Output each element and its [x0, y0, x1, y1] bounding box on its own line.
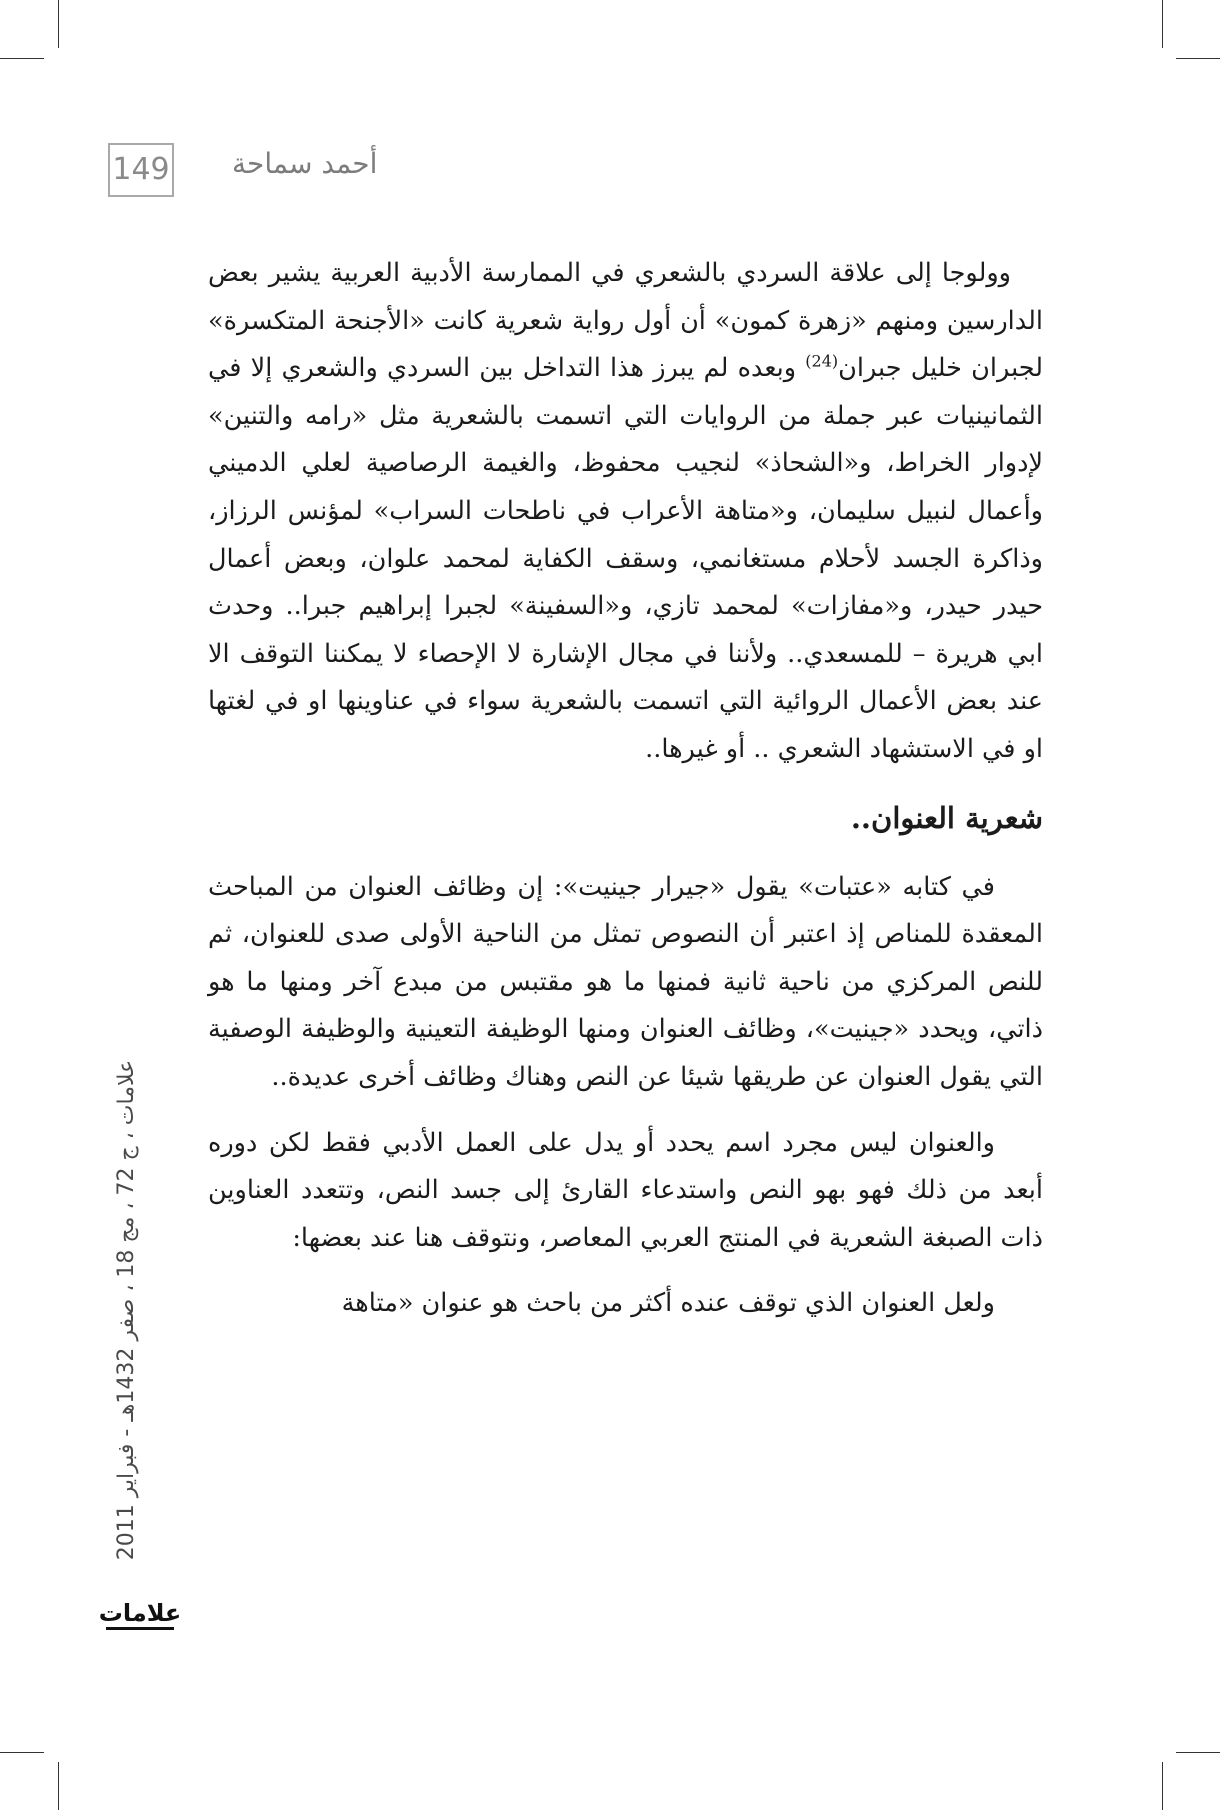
article-body [208, 250, 1043, 1328]
section-heading: شعرية العنوان.. [850, 800, 1043, 835]
crop-mark [58, 0, 59, 48]
paragraph-text: وبعده لم يبرز هذا التداخل بين السردي والشعري إلا في الثمانينيات عبر جملة من الروايات التي اتسمت بالشعرية مثل «رامه والتنين» لإدوار الخراط، و«الشحاذ» لنجيب محفوظ، والغيمة الرصاصية لعلي الدميني وأعمال لنبيل سليمان، و«متاهة الأعراب في ناطحات السراب» لمؤنس الرزاز، وذاكرة الجسد لأحلام مستغانمي، وسقف الكفاية لمحمد علوان، وبعض أعمال حيدر حيدر، و«مفازات» لمحمد تازي، و«السفينة» لجبرا إبراهيم جبرا.. وحدث ابي هريرة – للمسعدي.. ولأننا في مجال الإشارة لا الإحصاء لا يمكننا التوقف الا عند بعض الأعمال الروائية التي اتسمت بالشعرية سواء في عناوينها او في لغتها او في الاستشهاد الشعري .. أو غيرها.. [208, 353, 1043, 764]
crop-mark [1176, 58, 1220, 59]
crop-mark [58, 1762, 59, 1810]
page-number: 149 [108, 143, 174, 197]
running-header-author: أحمد سماحة [232, 147, 378, 180]
paragraph [208, 250, 1043, 774]
crop-mark [0, 58, 44, 59]
footnote-reference: (24) [805, 351, 839, 371]
crop-mark [0, 1752, 44, 1753]
crop-mark [1162, 1762, 1163, 1810]
paragraph-text: وولوجا إلى علاقة السردي بالشعري في الممارسة الأدبية العربية يشير بعض الدارسين ومنهم «زهرة كمون» أن أول رواية شعرية كانت «الأجنحة المتكسرة» لجبران خليل جبران [208, 258, 1043, 384]
paragraph: في كتابه «عتبات» يقول «جيرار جينيت»: إن وظائف العنوان من المباحث المعقدة للمناص إذ اعتبر أن النصوص تمثل من الناحية الأولى صدى للعنوان، ثم للنص المركزي من ناحية ثانية فمنها ما هو مقتبس من مبدع آخر ومنها ما هو ذاتي، ويحدد «جينيت»، وظائف العنوان ومنها الوظيفة التعينية والوظيفة الوصفية التي يقول العنوان عن طريقها شيئا عن النص وهناك وظائف أخرى عديدة.. [208, 871, 1043, 1092]
paragraph: ولعل العنوان الذي توقف عنده أكثر من باحث هو عنوان «متاهة [341, 1288, 995, 1319]
journal-citation: علامات ، ج 72 ، مج 18 ، صفر 1432هـ - فبراير 2011 [114, 1059, 139, 1561]
journal-logo-text: علامات [98, 1599, 182, 1627]
paragraph: والعنوان ليس مجرد اسم يحدد أو يدل على العمل الأدبي فقط لكن دوره أبعد من ذلك فهو بهو النص واستدعاء القارئ إلى جسد النص، وتتعدد العناوين ذات الصبغة الشعرية في المنتج العربي المعاصر، ونتوقف هنا عند بعضها: [208, 1127, 1043, 1253]
crop-mark [1176, 1752, 1220, 1753]
journal-logo [98, 1593, 182, 1633]
crop-mark [1162, 0, 1163, 48]
